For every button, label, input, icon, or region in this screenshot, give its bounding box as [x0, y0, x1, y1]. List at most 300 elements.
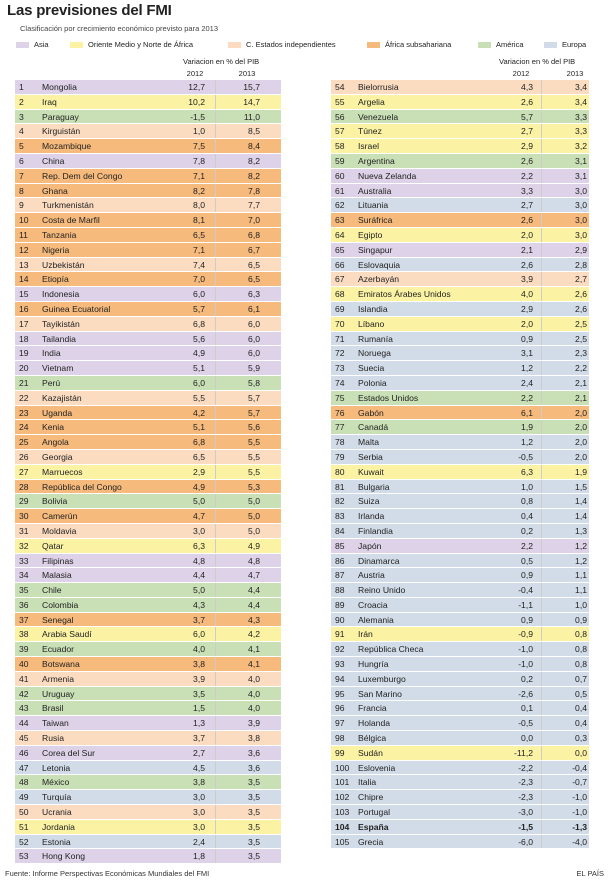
country-cell: Irlanda: [358, 511, 385, 522]
value-2013-cell: 2,5: [575, 318, 587, 329]
column-divider: [215, 835, 216, 850]
table-row: [331, 627, 589, 642]
table-row: [15, 80, 281, 95]
rank-cell: 70: [335, 318, 345, 329]
value-2012-cell: 3,9: [521, 274, 533, 285]
value-2013-cell: 8,5: [248, 126, 260, 137]
value-2012-cell: 2,0: [521, 229, 533, 240]
rank-cell: 49: [19, 792, 29, 803]
column-divider: [215, 494, 216, 509]
value-2012-cell: 7,0: [193, 274, 205, 285]
column-divider: [541, 494, 542, 509]
value-2012-cell: -3,0: [518, 807, 533, 818]
value-2013-cell: 2,8: [575, 259, 587, 270]
value-2012-cell: -2,2: [518, 762, 533, 773]
rank-cell: 99: [335, 747, 345, 758]
column-divider: [541, 95, 542, 110]
value-2012-cell: 7,8: [193, 155, 205, 166]
column-divider: [541, 287, 542, 302]
value-2013-cell: -0,4: [572, 762, 587, 773]
column-divider: [541, 169, 542, 184]
value-2013-cell: 3,4: [575, 82, 587, 92]
table-row: [331, 509, 589, 524]
value-2013-cell: 4,7: [248, 570, 260, 581]
value-2013-cell: 5,7: [248, 392, 260, 403]
rank-cell: 68: [335, 289, 345, 300]
column-divider: [541, 657, 542, 672]
country-cell: Suráfrica: [358, 215, 393, 226]
table-row: [15, 317, 281, 332]
country-cell: Lituania: [358, 200, 389, 211]
value-2013-cell: 3,1: [575, 170, 587, 181]
value-2012-cell: 4,5: [193, 762, 205, 773]
value-2012-cell: 4,9: [193, 348, 205, 359]
table-row: [15, 228, 281, 243]
table-row: [331, 154, 589, 169]
value-2012-cell: 5,1: [193, 422, 205, 433]
table-row: [15, 657, 281, 672]
value-2012-cell: -2,6: [518, 688, 533, 699]
table-row: [331, 716, 589, 731]
rank-cell: 24: [19, 422, 29, 433]
table-row: [331, 376, 589, 391]
table-row: [15, 746, 281, 761]
legend-label: C. Estados independientes: [246, 40, 336, 49]
rank-cell: 57: [335, 126, 345, 137]
table-row: [331, 80, 589, 95]
table-row: [331, 805, 589, 820]
country-cell: Uruguay: [42, 688, 75, 699]
country-cell: Tanzania: [42, 229, 77, 240]
table-row: [331, 761, 589, 776]
value-2012-cell: 7,4: [193, 259, 205, 270]
rank-cell: 76: [335, 407, 345, 418]
country-cell: Rumanía: [358, 333, 393, 344]
rank-cell: 18: [19, 333, 29, 344]
value-2012-cell: 5,7: [193, 303, 205, 314]
value-2013-cell: 0,4: [575, 703, 587, 714]
value-2013-cell: 5,6: [248, 422, 260, 433]
value-2012-cell: -1,5: [190, 111, 205, 122]
value-2012-cell: 2,2: [521, 170, 533, 181]
table-row: [15, 184, 281, 199]
value-2013-cell: 1,9: [575, 466, 587, 477]
value-2012-cell: -1,5: [518, 821, 533, 832]
table-row: [331, 332, 589, 347]
value-2013-cell: 0,0: [575, 747, 587, 758]
country-cell: Armenia: [42, 673, 74, 684]
rank-cell: 25: [19, 437, 29, 448]
country-cell: Polonia: [358, 377, 387, 388]
column-divider: [215, 820, 216, 835]
country-cell: Croacia: [358, 599, 388, 610]
column-divider: [541, 184, 542, 199]
country-cell: Ecuador: [42, 644, 75, 655]
column-divider: [541, 835, 542, 850]
table-row: [331, 95, 589, 110]
rank-cell: 61: [335, 185, 345, 196]
value-2012-cell: 0,8: [521, 496, 533, 507]
value-2013-cell: 6,0: [248, 333, 260, 344]
legend-swatch: [367, 42, 380, 48]
value-2013-cell: 3,3: [575, 126, 587, 137]
table-row: [15, 820, 281, 835]
column-divider: [541, 820, 542, 835]
rank-cell: 48: [19, 777, 29, 788]
value-2012-cell: 4,2: [193, 407, 205, 418]
value-2013-cell: 11,0: [243, 111, 260, 122]
value-2013-cell: 8,2: [248, 155, 260, 166]
column-divider: [215, 627, 216, 642]
header-year-2013: 2013: [566, 69, 584, 78]
subtitle: Clasificación por crecimiento económico previsto para 2013: [20, 24, 219, 33]
value-2012-cell: 2,6: [521, 96, 533, 107]
table-row: [331, 775, 589, 790]
column-divider: [541, 761, 542, 776]
table-row: [331, 494, 589, 509]
value-2012-cell: -0,5: [518, 718, 533, 729]
country-cell: Gabón: [358, 407, 384, 418]
table-row: [15, 361, 281, 376]
country-cell: Egipto: [358, 229, 383, 240]
country-cell: Arabia Saudí: [42, 629, 92, 640]
rank-cell: 83: [335, 511, 345, 522]
table-row: [15, 465, 281, 480]
value-2013-cell: 2,0: [575, 437, 587, 448]
column-divider: [215, 332, 216, 347]
value-2012-cell: 0,1: [521, 703, 533, 714]
value-2013-cell: 4,9: [248, 540, 260, 551]
table-row: [331, 213, 589, 228]
value-2013-cell: 8,4: [248, 141, 260, 152]
value-2013-cell: 5,9: [248, 363, 260, 374]
value-2013-cell: 0,7: [575, 673, 587, 684]
column-divider: [215, 509, 216, 524]
column-divider: [215, 228, 216, 243]
value-2013-cell: 1,1: [575, 585, 587, 596]
rank-cell: 95: [335, 688, 345, 699]
table-row: [15, 731, 281, 746]
rank-cell: 62: [335, 200, 345, 211]
value-2013-cell: 0,9: [575, 614, 587, 625]
rank-cell: 12: [19, 244, 29, 255]
table-row: [331, 228, 589, 243]
value-2013-cell: 7,7: [248, 200, 260, 211]
table-row: [331, 346, 589, 361]
value-2012-cell: 1,5: [193, 703, 205, 714]
value-2013-cell: 4,4: [248, 599, 260, 610]
table-row: [331, 835, 589, 850]
rank-cell: 88: [335, 585, 345, 596]
value-2012-cell: 0,0: [521, 733, 533, 744]
column-divider: [215, 376, 216, 391]
column-divider: [541, 406, 542, 421]
value-2012-cell: 5,5: [193, 392, 205, 403]
country-cell: España: [358, 821, 389, 832]
value-2012-cell: 5,0: [193, 496, 205, 507]
rank-cell: 73: [335, 363, 345, 374]
value-2013-cell: 5,3: [248, 481, 260, 492]
rank-cell: 2: [19, 96, 24, 107]
column-divider: [215, 110, 216, 125]
rank-cell: 26: [19, 451, 29, 462]
column-divider: [541, 213, 542, 228]
value-2012-cell: 2,6: [521, 155, 533, 166]
value-2013-cell: 6,8: [248, 229, 260, 240]
country-cell: Chipre: [358, 792, 384, 803]
header-span: Variacion en % del PIB: [183, 57, 260, 66]
value-2012-cell: 8,0: [193, 200, 205, 211]
rank-cell: 19: [19, 348, 29, 359]
value-2013-cell: -0,7: [572, 777, 587, 788]
country-cell: Etiopía: [42, 274, 69, 285]
value-2012-cell: 4,8: [193, 555, 205, 566]
value-2012-cell: -1,1: [518, 599, 533, 610]
rank-cell: 71: [335, 333, 345, 344]
table-row: [15, 627, 281, 642]
value-2013-cell: 2,6: [575, 289, 587, 300]
table-row: [331, 687, 589, 702]
value-2012-cell: 3,0: [193, 807, 205, 818]
value-2012-cell: 3,1: [521, 348, 533, 359]
column-divider: [215, 775, 216, 790]
value-2012-cell: 3,0: [193, 525, 205, 536]
country-cell: Kuwait: [358, 466, 384, 477]
column-divider: [215, 258, 216, 273]
value-2013-cell: 3,0: [575, 200, 587, 211]
value-2013-cell: 3,3: [575, 111, 587, 122]
value-2012-cell: 4,9: [193, 481, 205, 492]
value-2012-cell: 2,2: [521, 540, 533, 551]
column-divider: [541, 805, 542, 820]
column-divider: [215, 124, 216, 139]
column-divider: [541, 332, 542, 347]
value-2013-cell: 6,7: [248, 244, 260, 255]
legend-swatch: [70, 42, 83, 48]
value-2013-cell: 4,8: [248, 555, 260, 566]
legend-label: Oriente Medio y Norte de África: [88, 40, 194, 49]
rank-cell: 56: [335, 111, 345, 122]
table-row: [15, 539, 281, 554]
table-row: [15, 376, 281, 391]
table-row: [331, 317, 589, 332]
rank-cell: 30: [19, 511, 29, 522]
rank-cell: 60: [335, 170, 345, 181]
value-2013-cell: 1,3: [575, 525, 587, 536]
rank-cell: 5: [19, 141, 24, 152]
rank-cell: 65: [335, 244, 345, 255]
country-cell: Guinea Ecuatorial: [42, 303, 111, 314]
value-2013-cell: 2,9: [575, 244, 587, 255]
column-divider: [215, 406, 216, 421]
column-divider: [541, 642, 542, 657]
value-2012-cell: 2,7: [521, 126, 533, 137]
country-cell: Holanda: [358, 718, 391, 729]
value-2013-cell: 6,0: [248, 348, 260, 359]
column-divider: [541, 731, 542, 746]
value-2013-cell: 6,3: [248, 289, 260, 300]
value-2012-cell: -6,0: [518, 836, 533, 847]
country-cell: Qatar: [42, 540, 64, 551]
table-row: [15, 406, 281, 421]
column-divider: [541, 435, 542, 450]
value-2012-cell: 3,0: [193, 792, 205, 803]
rank-cell: 94: [335, 673, 345, 684]
column-divider: [215, 480, 216, 495]
value-2012-cell: 4,4: [193, 570, 205, 581]
country-cell: Filipinas: [42, 555, 74, 566]
table-row: [15, 775, 281, 790]
value-2012-cell: 2,6: [521, 215, 533, 226]
table-row: [15, 613, 281, 628]
table-row: [15, 169, 281, 184]
column-divider: [541, 258, 542, 273]
table-row: [331, 746, 589, 761]
country-cell: Nigeria: [42, 244, 70, 255]
rank-cell: 8: [19, 185, 24, 196]
column-divider: [541, 302, 542, 317]
column-divider: [541, 139, 542, 154]
country-cell: Islandia: [358, 303, 388, 314]
value-2012-cell: -1,0: [518, 644, 533, 655]
value-2013-cell: 3,5: [248, 836, 260, 847]
column-divider: [215, 361, 216, 376]
country-cell: Brasil: [42, 703, 64, 714]
rank-cell: 89: [335, 599, 345, 610]
rank-cell: 45: [19, 733, 29, 744]
rank-cell: 90: [335, 614, 345, 625]
column-divider: [541, 627, 542, 642]
rank-cell: 28: [19, 481, 29, 492]
table-row: [331, 450, 589, 465]
value-2012-cell: 2,4: [193, 836, 205, 847]
country-cell: China: [42, 155, 65, 166]
rank-cell: 104: [335, 821, 350, 832]
value-2013-cell: 3,1: [575, 155, 587, 166]
country-cell: Paraguay: [42, 111, 79, 122]
column-divider: [541, 687, 542, 702]
country-cell: República del Congo: [42, 481, 122, 492]
value-2012-cell: 4,0: [521, 289, 533, 300]
column-divider: [541, 228, 542, 243]
table-row: [331, 820, 589, 835]
table-row: [331, 554, 589, 569]
table-row: [331, 568, 589, 583]
rank-cell: 27: [19, 466, 29, 477]
value-2013-cell: 6,5: [248, 259, 260, 270]
table-row: [331, 701, 589, 716]
table-row: [331, 598, 589, 613]
column-divider: [215, 450, 216, 465]
value-2012-cell: 3,7: [193, 614, 205, 625]
rank-cell: 102: [335, 792, 350, 803]
value-2013-cell: -1,0: [572, 792, 587, 803]
table-row: [331, 524, 589, 539]
column-divider: [541, 509, 542, 524]
column-divider: [215, 243, 216, 258]
rank-cell: 40: [19, 659, 29, 670]
country-cell: Perú: [42, 377, 61, 388]
column-divider: [541, 465, 542, 480]
column-divider: [541, 672, 542, 687]
value-2012-cell: -11,2: [514, 747, 533, 758]
rank-cell: 103: [335, 807, 350, 818]
value-2013-cell: 3,5: [248, 792, 260, 803]
country-cell: Sudán: [358, 747, 383, 758]
value-2012-cell: 2,7: [521, 200, 533, 211]
value-2012-cell: 1,2: [521, 363, 533, 374]
value-2013-cell: 3,5: [248, 807, 260, 818]
country-cell: Reino Unido: [358, 585, 406, 596]
value-2012-cell: -0,5: [518, 451, 533, 462]
rank-cell: 51: [19, 821, 29, 832]
table-row: [331, 198, 589, 213]
rank-cell: 13: [19, 259, 29, 270]
rank-cell: 9: [19, 200, 24, 211]
header-span: Variacion en % del PIB: [499, 57, 576, 66]
table-row: [331, 184, 589, 199]
value-2013-cell: 14,7: [243, 96, 260, 107]
country-cell: Luxemburgo: [358, 673, 406, 684]
value-2012-cell: 5,0: [193, 585, 205, 596]
value-2013-cell: -1,0: [572, 807, 587, 818]
table-row: [15, 272, 281, 287]
rank-cell: 97: [335, 718, 345, 729]
value-2013-cell: -4,0: [572, 836, 587, 847]
rank-cell: 6: [19, 155, 24, 166]
table-row: [15, 243, 281, 258]
column-divider: [215, 849, 216, 864]
value-2013-cell: 3,5: [248, 777, 260, 788]
value-2013-cell: 5,0: [248, 525, 260, 536]
value-2013-cell: 0,8: [575, 659, 587, 670]
value-2013-cell: 7,0: [248, 215, 260, 226]
value-2013-cell: 2,3: [575, 348, 587, 359]
value-2012-cell: 6,0: [193, 377, 205, 388]
country-cell: Malasia: [42, 570, 72, 581]
column-divider: [541, 376, 542, 391]
column-divider: [541, 583, 542, 598]
column-divider: [215, 465, 216, 480]
legend-label: Asia: [34, 40, 49, 49]
table-row: [331, 139, 589, 154]
value-2012-cell: -0,9: [518, 629, 533, 640]
country-cell: Kenia: [42, 422, 64, 433]
country-cell: Mozambique: [42, 141, 92, 152]
value-2012-cell: 4,7: [193, 511, 205, 522]
rank-cell: 22: [19, 392, 29, 403]
country-cell: Grecia: [358, 836, 384, 847]
country-cell: Portugal: [358, 807, 391, 818]
country-cell: Estados Unidos: [358, 392, 419, 403]
value-2012-cell: 10,2: [188, 96, 205, 107]
rank-cell: 3: [19, 111, 24, 122]
rank-cell: 47: [19, 762, 29, 773]
table-row: [15, 124, 281, 139]
table-row: [15, 95, 281, 110]
value-2012-cell: 2,2: [521, 392, 533, 403]
country-cell: Argelia: [358, 96, 385, 107]
column-divider: [215, 746, 216, 761]
table-row: [15, 805, 281, 820]
value-2013-cell: 1,0: [575, 599, 587, 610]
table-row: [331, 790, 589, 805]
column-divider: [215, 184, 216, 199]
value-2012-cell: 6,1: [521, 407, 533, 418]
value-2012-cell: 1,9: [521, 422, 533, 433]
column-divider: [215, 95, 216, 110]
rank-cell: 96: [335, 703, 345, 714]
